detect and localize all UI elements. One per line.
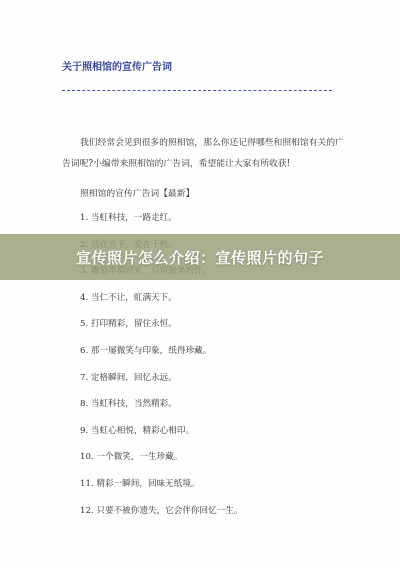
list-item: 5. 打印精彩，留住永恒。	[80, 319, 177, 330]
list-item: 1. 当虹科技，一路走红。	[80, 213, 177, 223]
title-banner	[0, 234, 400, 280]
banner-title: 宣传照片怎么介绍：宣传照片的句子	[75, 248, 324, 267]
section-heading: 照相馆的宣传广告词【最新】	[80, 189, 195, 199]
intro-paragraph: 我们经常会见到很多的照相馆，那么你还记得哪些和照相馆有关的广告词呢?小编带来照相馆的广告词，希望能让大家有所收获!	[62, 138, 344, 169]
list-item: 4. 当仁不让，虹满天下。	[80, 292, 177, 303]
list-item: 10. 一个微笑，一生珍藏。	[80, 452, 183, 463]
list-item: 7. 定格瞬间，回忆永远。	[80, 372, 177, 383]
list-item: 6. 那一屡微笑与印象，纸得珍藏。	[80, 345, 212, 356]
list-item: 8. 当虹科技，当然精彩。	[80, 399, 177, 410]
document-title: 关于照相馆的宣传广告词	[62, 62, 172, 73]
title-divider	[62, 90, 332, 91]
list-item: 11. 精彩一瞬间，回味无纸境。	[80, 478, 200, 489]
list-item: 12. 只要不被你遗失，它会伴你回忆一生。	[80, 505, 243, 516]
list-item: 9. 当虹心相悦，精彩心相印。	[80, 425, 195, 436]
